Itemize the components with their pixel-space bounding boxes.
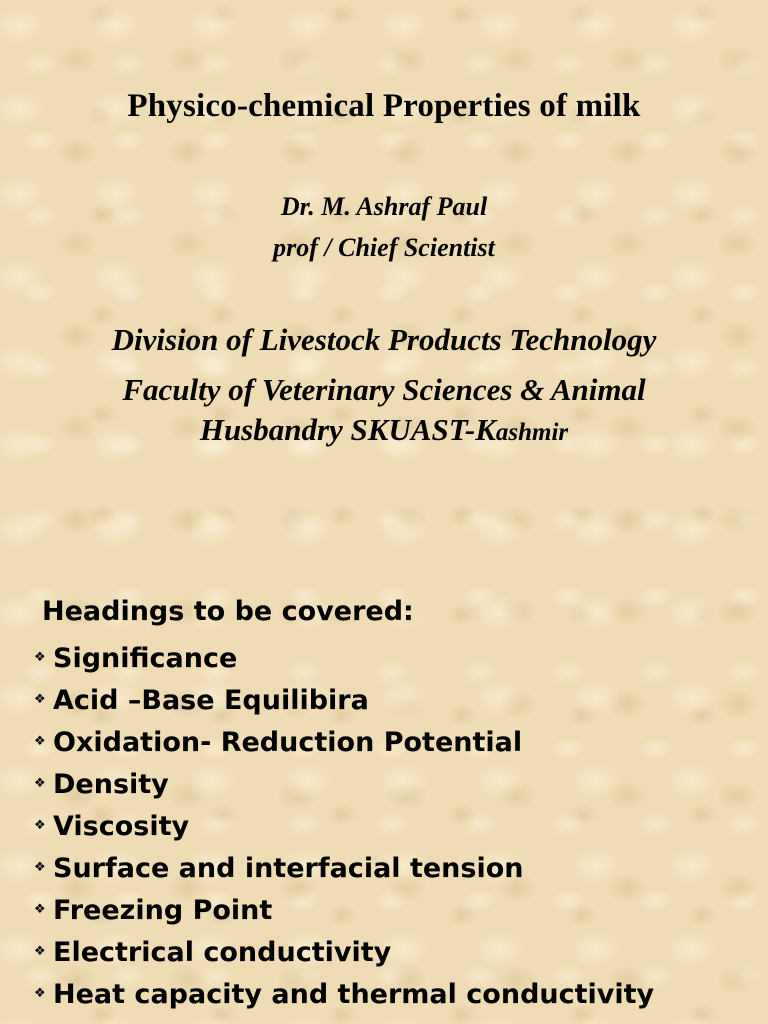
author-name: Dr. M. Ashraf Paul [280, 192, 488, 221]
diamond-bullet-icon: ❖ [34, 985, 46, 1001]
topic-item [34, 848, 654, 890]
diamond-bullet-icon: ❖ [34, 733, 46, 749]
topic-item [34, 932, 654, 974]
faculty-rest: ashmir [495, 419, 569, 446]
faculty-line-1: Faculty of Veterinary Sciences & Animal [122, 372, 646, 407]
topic-item-label: Oxidation- Reduction Potential [53, 727, 523, 758]
diamond-bullet-icon: ❖ [34, 817, 46, 833]
topic-list [34, 638, 654, 1016]
diamond-bullet-icon: ❖ [34, 943, 46, 959]
headings-intro: Headings to be covered: [42, 596, 414, 627]
topic-item [34, 806, 654, 848]
topic-item [34, 722, 654, 764]
faculty-k: K [475, 412, 496, 447]
author-role: prof / Chief Scientist [273, 233, 495, 262]
topic-item [34, 764, 654, 806]
diamond-bullet-icon: ❖ [34, 901, 46, 917]
topic-item [34, 974, 654, 1016]
faculty-line-2: Husbandry SKUAST- [199, 412, 476, 447]
topic-item-label: Freezing Point [53, 895, 273, 926]
topic-item-label: Electrical conductivity [53, 937, 392, 968]
topic-item-label: Acid –Base Equilibira [53, 685, 369, 716]
diamond-bullet-icon: ❖ [34, 859, 46, 875]
topic-item-label: Density [53, 769, 169, 800]
topic-item-label: Significance [53, 643, 238, 674]
topic-item-label: Heat capacity and thermal conductivity [53, 979, 655, 1010]
diamond-bullet-icon: ❖ [34, 649, 46, 665]
diamond-bullet-icon: ❖ [34, 691, 46, 707]
faculty-name [20, 370, 748, 453]
division-name: Division of Livestock Products Technology [111, 322, 657, 357]
slide-title: Physico-chemical Properties of milk [127, 88, 641, 124]
diamond-bullet-icon: ❖ [34, 775, 46, 791]
topic-item-label: Surface and interfacial tension [53, 853, 524, 884]
topic-item [34, 638, 654, 680]
topic-item [34, 890, 654, 932]
topic-item-label: Viscosity [53, 811, 190, 842]
topic-item [34, 680, 654, 722]
